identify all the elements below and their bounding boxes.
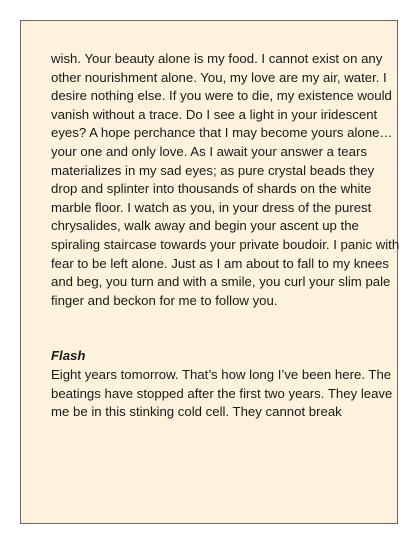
document-page [20,20,398,524]
page-content [51,50,401,422]
paragraph-spacer [51,310,401,347]
body-paragraph: wish. Your beauty alone is my food. I cannot exist on any other nourishment alone. You, my love are my air, water. I desire nothing else. If you were to die, my existence would vanish without a trace. Do I see a light in your iridescent eyes? A hope perchance that I may become yours alone…your one and only love. As I await your answer a tears materializes in my sad eyes; as pure crystal beads they drop and splinter into thousands of shards on the white marble floor. I watch as you, in your dress of the purest chrysalides, walk away and begin your ascent up the spiraling staircase towards your private boudoir. I panic with fear to be left alone. Just as I am about to fall to my knees and beg, you turn and with a smile, you curl your slim pale finger and beckon for me to follow you. [51,51,400,308]
body-paragraph: Eight years tomorrow. That’s how long I’ve been here. The beatings have stopped after the first two years. They leave me be in this stinking cold cell. They cannot break [51,366,393,420]
section-heading: Flash [51,348,86,364]
